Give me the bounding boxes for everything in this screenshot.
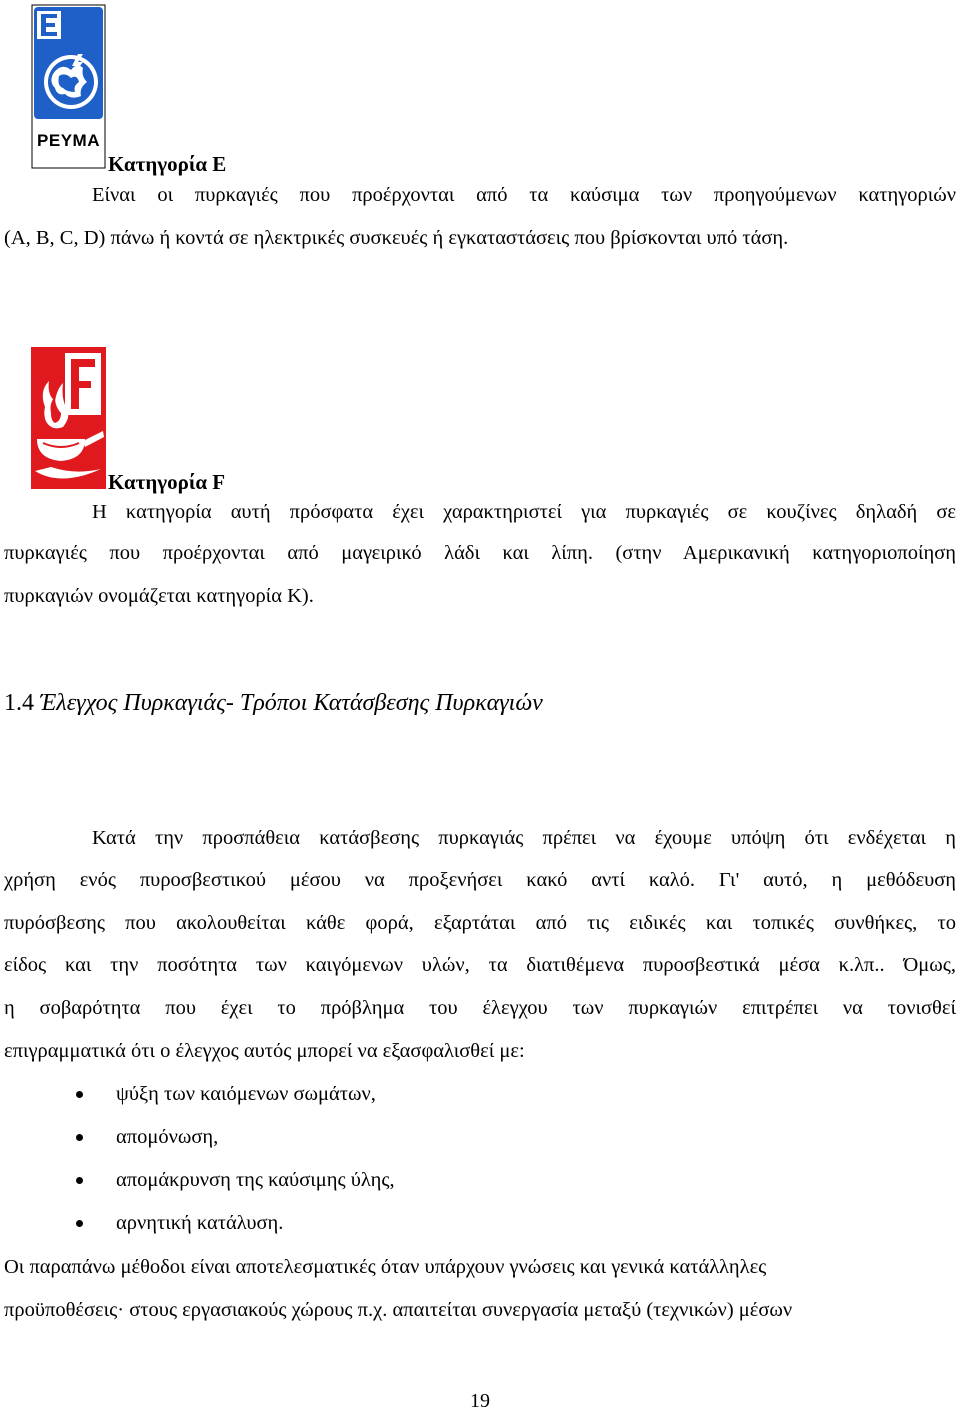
section-number: 1.4 bbox=[4, 690, 34, 716]
sign-e-brand: ΡΕΥΜΑ bbox=[37, 131, 100, 150]
category-f-line-2: πυρκαγιές που προέρχονται από μαγειρικό λάδι και λίπη. (στην Αμερικανική κατηγοριοποίηση bbox=[4, 542, 956, 564]
category-e-line-1: Είναι οι πυρκαγιές που προέρχονται από τα καύσιμα των προηγούμενων κατηγοριών bbox=[92, 184, 956, 206]
category-e-title: Κατηγορία E bbox=[108, 152, 227, 176]
paragraph-1-line-3: πυρόσβεσης που ακολουθείται κάθε φορά, εξαρτάται από τις ειδικές και τοπικές συνθήκες, το bbox=[4, 912, 956, 934]
list-item-text: απομόνωση, bbox=[116, 1126, 219, 1148]
paragraph-2-line-2: προϋποθέσεις· στους εργασιακούς χώρους π.χ. απαιτείται συνεργασία μεταξύ (τεχνικών) μέσων bbox=[4, 1299, 793, 1321]
paragraph-1-line-1: Κατά την προσπάθεια κατάσβεσης πυρκαγιάς πρέπει να έχουμε υπόψη ότι ενδέχεται η bbox=[92, 827, 956, 849]
bullet-icon bbox=[76, 1091, 83, 1098]
category-f-sign bbox=[31, 347, 106, 489]
bullet-icon bbox=[76, 1177, 83, 1184]
category-e-line-2: (A, B, C, D) πάνω ή κοντά σε ηλεκτρικές συσκευές ή εγκαταστάσεις που βρίσκονται υπό τάση. bbox=[4, 227, 789, 249]
category-f-line-3: πυρκαγιών ονομάζεται κατηγορία K). bbox=[4, 585, 314, 607]
paragraph-1-line-6: επιγραμματικά ότι ο έλεγχος αυτός μπορεί να εξασφαλισθεί με: bbox=[4, 1040, 525, 1062]
bullet-list bbox=[0, 1075, 960, 1245]
section-heading bbox=[4, 688, 543, 718]
category-f-line-1: Η κατηγορία αυτή πρόσφατα έχει χαρακτηριστεί για πυρκαγιές σε κουζίνες δηλαδή σε bbox=[92, 501, 956, 523]
kitchen-fire-icon bbox=[31, 347, 106, 489]
bullet-icon bbox=[76, 1220, 83, 1227]
list-item-text: απομάκρυνση της καύσιμης ύλης, bbox=[116, 1169, 395, 1191]
category-f-title: Κατηγορία F bbox=[108, 470, 226, 494]
bullet-icon bbox=[76, 1134, 83, 1141]
section-title: Έλεγχος Πυρκαγιάς- Τρόποι Κατάσβεσης Πυρκαγιών bbox=[34, 690, 543, 716]
paragraph-2-line-1: Οι παραπάνω μέθοδοι είναι αποτελεσματικές όταν υπάρχουν γνώσεις και γενικά κατάλληλες bbox=[4, 1256, 767, 1278]
paragraph-1-line-5: η σοβαρότητα που έχει το πρόβλημα του έλεγχου των πυρκαγιών επιτρέπει να τονισθεί bbox=[4, 997, 956, 1019]
paragraph-1-line-4: είδος και την ποσότητα των καιγόμενων υλών, τα διατιθέμενα πυροσβεστικά μέσα κ.λπ.. Όμως, bbox=[4, 954, 956, 976]
list-item-text: αρνητική κατάλυση. bbox=[116, 1212, 284, 1234]
paragraph-1-line-2: χρήση ενός πυροσβεστικού μέσου να προξενήσει κακό αντί καλό. Γι' αυτό, η μεθόδευση bbox=[4, 869, 956, 891]
page-number: 19 bbox=[470, 1390, 490, 1412]
category-e-sign bbox=[31, 4, 106, 169]
list-item-text: ψύξη των καιόμενων σωμάτων, bbox=[116, 1083, 376, 1105]
